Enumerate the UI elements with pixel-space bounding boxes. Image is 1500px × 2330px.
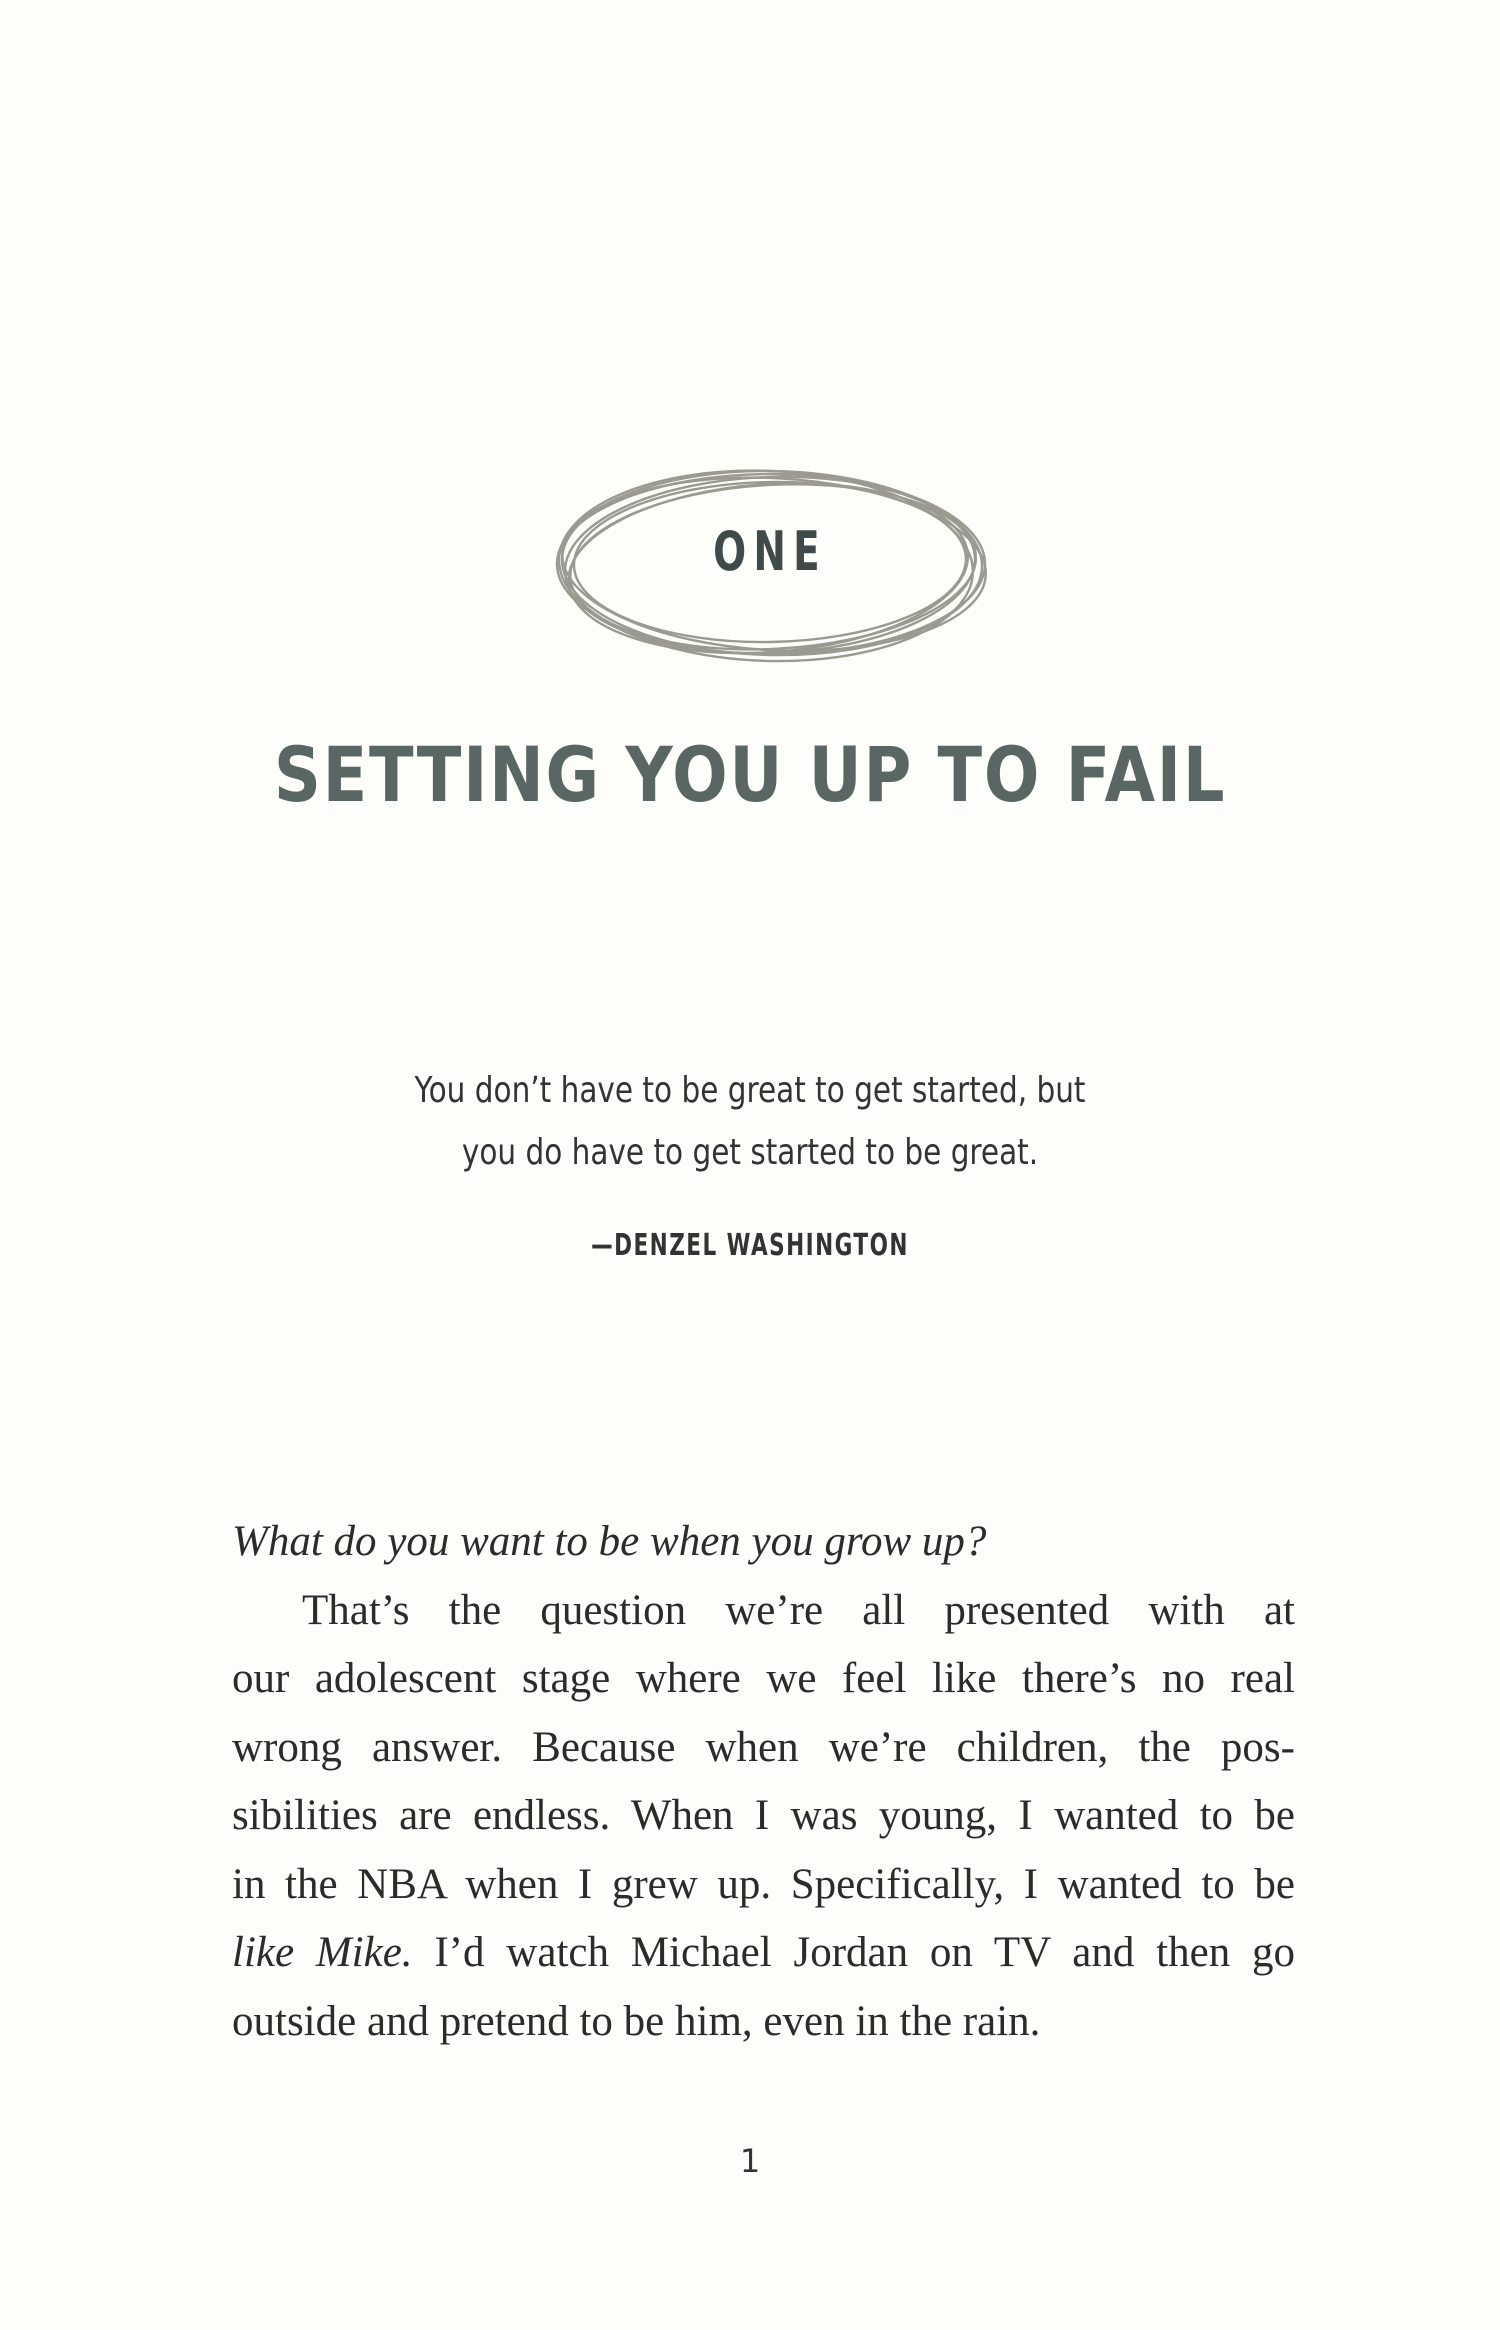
body-text <box>232 1508 1295 2056</box>
epigraph-quote <box>340 1060 1160 1184</box>
chapter-number: ONE <box>713 520 827 583</box>
body-line: wrong answer. Because when we’re children, the pos- <box>232 1723 1295 1771</box>
body-line <box>232 1919 1295 1988</box>
epigraph-line: you do have to get started to be great. <box>461 1132 1039 1173</box>
body-line: in the NBA when I grew up. Specifically, I wanted to be <box>232 1860 1295 1908</box>
epigraph-line: You don’t have to be great to get started, but <box>414 1070 1086 1111</box>
body-line-rest: I’d watch Michael Jordan on TV and then go <box>412 1929 1295 1976</box>
body-line: sibilities are endless. When I was young, I wanted to be <box>232 1792 1295 1839</box>
body-line: That’s the question we’re all presented with at <box>302 1586 1295 1634</box>
body-line: our adolescent stage where we feel like there’s no real <box>232 1655 1295 1702</box>
body-line: outside and pretend to be him, even in the rain. <box>232 1997 1041 2045</box>
chapter-title: SETTING YOU UP TO FAIL <box>273 730 1227 819</box>
page-number: 1 <box>739 2142 761 2180</box>
epigraph-attribution: —DENZEL WASHINGTON <box>591 1228 909 1263</box>
italic-phrase: like Mike. <box>232 1929 413 1976</box>
opening-question: What do you want to be when you grow up? <box>232 1518 987 1565</box>
